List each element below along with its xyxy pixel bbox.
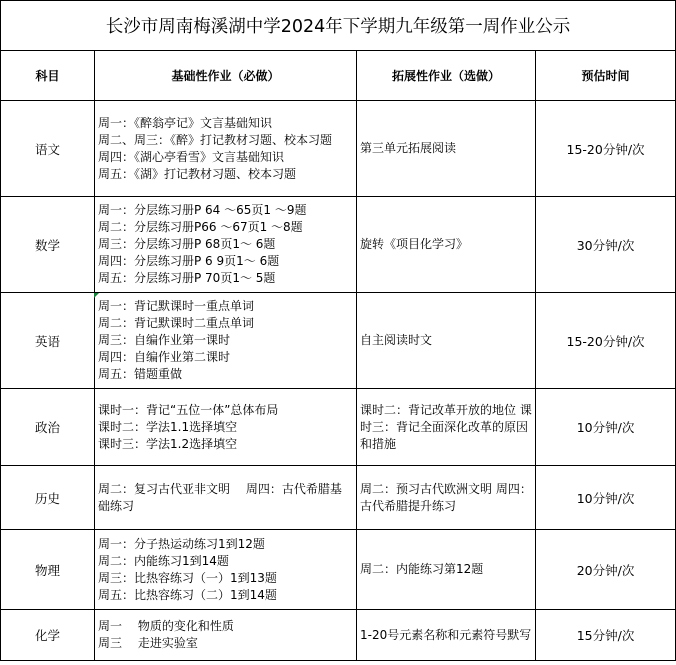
homework-line: 周五：比热容练习（二）1到14题 [98, 587, 277, 602]
table-row [1, 610, 676, 661]
homework-line: 周三：比热容练习（一）1到13题 [98, 570, 277, 585]
homework-line: 周二：分层练习册P66 ～67页1 ～8题 [98, 220, 303, 234]
homework-line: 周五：错题重做 [98, 367, 183, 381]
time-cell: 15-20分钟/次 [536, 101, 676, 197]
homework-line: 周四：《湖心亭看雪》文言基础知识 [98, 149, 285, 164]
time-cell: 15分钟/次 [536, 610, 676, 661]
table-row [1, 530, 676, 610]
homework-line: 周一：分子热运动练习1到12题 [98, 536, 265, 551]
homework-line: 周三：自编作业第一课时 [98, 333, 231, 347]
header-extended-homework: 拓展性作业（选做） [357, 51, 536, 101]
table-row [1, 101, 676, 197]
basic-homework-cell [95, 610, 357, 661]
subject-cell: 数学 [1, 197, 95, 293]
title-row [1, 1, 676, 51]
subject-cell: 物理 [1, 530, 95, 610]
extended-homework-cell: 周二：预习古代欧洲文明 周四：古代希腊提升练习 [357, 466, 536, 530]
basic-homework-cell [95, 197, 357, 293]
homework-line: 周四：分层练习册P 6 9页1～ 6题 [98, 254, 280, 268]
extended-homework-cell: 课时二：背记改革开放的地位 课时三：背记全面深化改革的原因和措施 [357, 389, 536, 466]
homework-line: 周四：自编作业第二课时 [98, 350, 231, 364]
basic-homework-cell [95, 530, 357, 610]
extended-homework-cell: 第三单元拓展阅读 [357, 101, 536, 197]
cell-comment-marker [94, 293, 99, 298]
header-row [1, 51, 676, 101]
table-row [1, 466, 676, 530]
homework-line: 周二：背记默课时二重点单词 [98, 316, 255, 330]
subject-cell: 语文 [1, 101, 95, 197]
subject-cell: 政治 [1, 389, 95, 466]
header-basic-homework: 基础性作业（必做） [95, 51, 357, 101]
homework-line: 课时一：背记“五位一体”总体布局 [98, 402, 279, 417]
table-row [1, 293, 676, 389]
basic-homework-cell [95, 466, 357, 530]
header-estimated-time: 预估时间 [536, 51, 676, 101]
time-cell: 20分钟/次 [536, 530, 676, 610]
homework-line: 周一：分层练习册P 64 ～65页1 ～9题 [98, 203, 307, 217]
extended-homework-cell: 1-20号元素名称和元素符号默写 [357, 610, 536, 661]
header-subject: 科目 [1, 51, 95, 101]
time-cell: 10分钟/次 [536, 466, 676, 530]
extended-homework-cell: 周二：内能练习第12题 [357, 530, 536, 610]
subject-cell: 英语 [1, 293, 95, 389]
homework-line: 周三 走进实验室 [98, 636, 198, 650]
basic-homework-cell [95, 101, 357, 197]
homework-line: 周五：《湖》打记教材习题、校本习题 [98, 166, 297, 181]
time-cell: 10分钟/次 [536, 389, 676, 466]
homework-line: 周二、周三：《醉》打记教材习题、校本习题 [98, 132, 333, 147]
extended-homework-cell: 自主阅读时文 [357, 293, 536, 389]
homework-line: 周一 物质的变化和性质 [98, 619, 234, 633]
homework-line: 周一：《醉翁亭记》文言基础知识 [98, 115, 273, 130]
homework-line: 课时二：学法1.1选择填空 [98, 419, 238, 434]
homework-line: 周二：内能练习1到14题 [98, 553, 229, 568]
homework-line: 周一：背记默课时一重点单词 [98, 299, 255, 313]
table-row [1, 389, 676, 466]
homework-line: 周三：分层练习册P 68页1～ 6题 [98, 237, 276, 251]
homework-line: 课时三：学法1.2选择填空 [98, 436, 238, 451]
time-cell: 30分钟/次 [536, 197, 676, 293]
basic-homework-cell [95, 293, 357, 389]
homework-line: 周二：复习古代亚非文明 周四：古代希腊基础练习 [98, 481, 342, 513]
extended-homework-cell: 旋转《项目化学习》 [357, 197, 536, 293]
basic-homework-cell [95, 389, 357, 466]
page-title: 长沙市周南梅溪湖中学2024年下学期九年级第一周作业公示 [1, 1, 676, 51]
subject-cell: 历史 [1, 466, 95, 530]
subject-cell: 化学 [1, 610, 95, 661]
homework-line: 周五：分层练习册P 70页1～ 5题 [98, 271, 276, 285]
table-row [1, 197, 676, 293]
time-cell: 15-20分钟/次 [536, 293, 676, 389]
